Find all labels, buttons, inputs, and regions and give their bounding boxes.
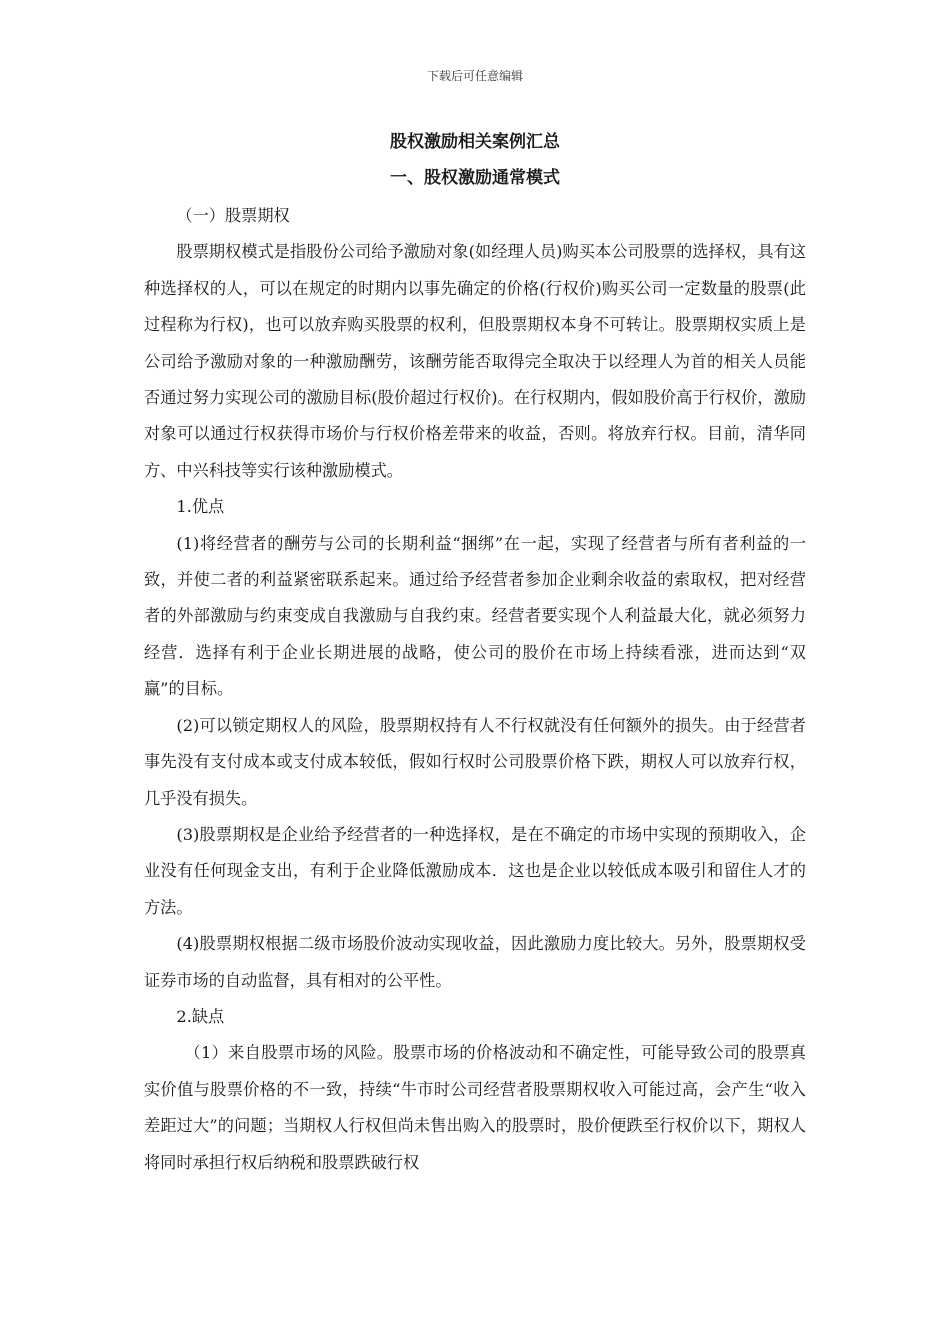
document-title: 股权激励相关案例汇总 xyxy=(390,132,560,152)
paragraph: (2)可以锁定期权人的风险，股票期权持有人不行权就没有任何额外的损失。由于经营者事先没有支付成本或支付成本较低，假如行权时公司股票价格下跌，期权人可以放弃行权，几乎没有损失。 xyxy=(144,715,806,808)
list-heading-disadvantages: 2.缺点 xyxy=(176,1006,225,1026)
paragraph: （1）来自股票市场的风险。股票市场的价格波动和不确定性，可能导致公司的股票真实价值与股票价格的不一致，持续“牛市时公司经营者股票期权收入可能过高，会产生“收入差距过大”的问题；当期权人行权但尚未售出购入的股票时，股价便跌至行权价以下，期权人将同时承担行权后纳税和股票跌破行权 xyxy=(144,1043,806,1172)
subsection-heading: （一）股票期权 xyxy=(176,206,290,225)
paragraph: (1)将经营者的酬劳与公司的长期利益“捆绑”在一起，实现了经营者与所有者利益的一致，并使二者的利益紧密联系起来。通过给予经营者参加企业剩余收益的索取权，把对经营者的外部激励与约束变成自我激励与自我约束。经营者要实现个人利益最大化，就必须努力经营．选择有利于企业长期进展的战略，使公司的股价在市场上持续看涨，进而达到“双赢”的目标。 xyxy=(144,533,806,699)
section-title: 一、股权激励通常模式 xyxy=(390,168,560,188)
paragraph: 股票期权模式是指股份公司给予激励对象(如经理人员)购买本公司股票的选择权，具有这种选择权的人，可以在规定的时期内以事先确定的价格(行权价)购买公司一定数量的股票(此过程称为行权)，也可以放弃购买股票的权利，但股票期权本身不可转让。股票期权实质上是公司给予激励对象的一种激励酬劳，该酬劳能否取得完全取决于以经理人为首的相关人员能否通过努力实现公司的激励目标(股价超过行权价)。在行权期内，假如股价高于行权价，激励对象可以通过行权获得市场价与行权价格差带来的收益，否则。将放弃行权。目前，清华同方、中兴科技等实行该种激励模式。 xyxy=(144,242,806,480)
paragraph: (4)股票期权根据二级市场股价波动实现收益，因此激励力度比较大。另外，股票期权受证券市场的自动监督，具有相对的公平性。 xyxy=(144,934,806,990)
header-note: 下载后可任意编辑 xyxy=(426,69,523,83)
document-body xyxy=(144,198,806,1181)
list-heading-advantages: 1.优点 xyxy=(176,497,225,517)
paragraph: (3)股票期权是企业给予经营者的一种选择权，是在不确定的市场中实现的预期收入，企业没有任何现金支出，有利于企业降低激励成本．这也是企业以较低成本吸引和留住人才的方法。 xyxy=(144,824,806,917)
